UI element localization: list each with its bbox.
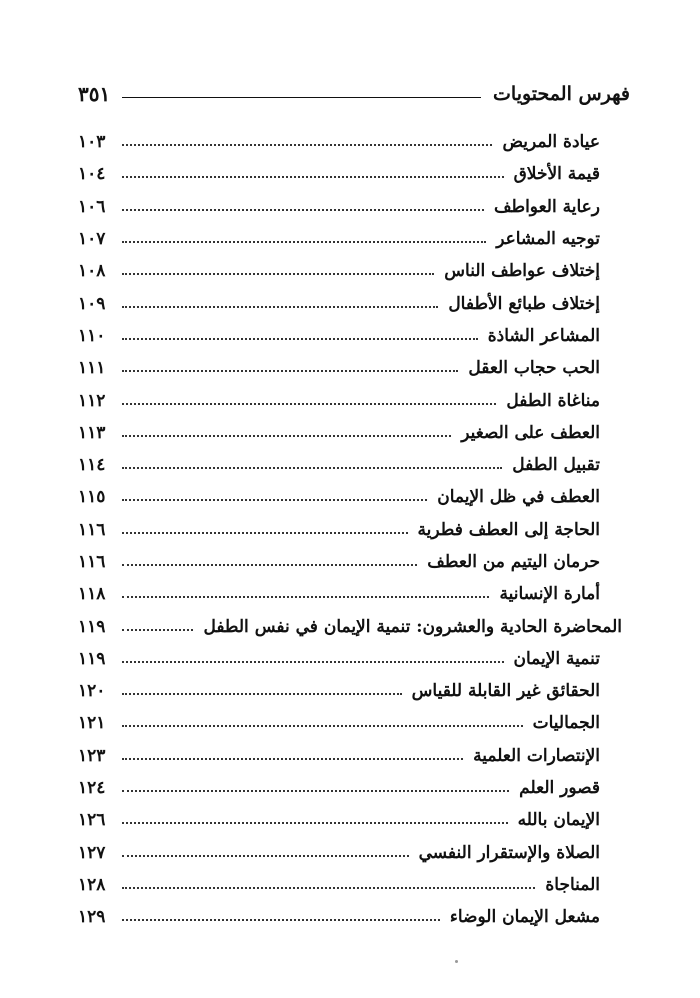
dot-leader xyxy=(122,596,489,598)
toc-entry-page: ١٠٤ xyxy=(78,164,106,185)
toc-entry-title: العطف على الصغير xyxy=(461,422,600,443)
toc-entry-title: الحاجة إلى العطف فطرية xyxy=(417,519,600,540)
toc-entry-title: الجماليات xyxy=(532,713,600,734)
toc-entry xyxy=(78,255,600,287)
toc-entry-title: المناجاة xyxy=(545,874,600,895)
toc-entry xyxy=(78,126,600,158)
dot-leader xyxy=(122,306,438,308)
toc-entry-title: إختلاف عواطف الناس xyxy=(444,261,600,282)
toc-entry xyxy=(78,320,600,352)
dot-leader xyxy=(122,564,417,566)
toc-entry-title: المحاضرة الحادية والعشرون: تنمية الإيمان في نفس الطفل xyxy=(203,616,622,637)
toc-entry-page: ١٢٨ xyxy=(78,874,106,895)
toc-entry xyxy=(78,223,600,255)
dot-leader xyxy=(122,887,535,889)
toc-entry xyxy=(78,191,600,223)
dot-leader xyxy=(122,532,408,534)
dot-leader xyxy=(122,790,509,792)
page-title: فهرس المحتويات xyxy=(493,83,630,105)
toc-entry-page: ١٢٩ xyxy=(78,907,106,928)
toc-entry-title: الحقائق غير القابلة للقياس xyxy=(411,681,600,702)
toc-entry-page: ١٢١ xyxy=(78,713,106,734)
dot-leader xyxy=(122,758,463,760)
toc-entry-page: ١١٢ xyxy=(78,390,106,411)
dot-leader xyxy=(122,467,502,469)
toc-entry-title: توجيه المشاعر xyxy=(496,229,600,250)
toc-entry xyxy=(78,449,600,481)
toc-entry-title: المشاعر الشاذة xyxy=(487,325,600,346)
toc-entry-page: ١٢٤ xyxy=(78,778,106,799)
dot-leader xyxy=(122,144,492,146)
toc-entry xyxy=(78,384,600,416)
table-of-contents xyxy=(78,126,622,933)
toc-entry-page: ١٠٧ xyxy=(78,229,106,250)
toc-entry xyxy=(78,772,600,804)
toc-entry-page: ١١٦ xyxy=(78,519,106,540)
toc-entry xyxy=(78,869,600,901)
scan-speck xyxy=(455,960,458,963)
toc-entry-title: تنمية الإيمان xyxy=(513,648,600,669)
toc-entry-title: قصور العلم xyxy=(519,778,600,799)
page-header xyxy=(78,74,630,114)
toc-entry-page: ١٠٦ xyxy=(78,196,106,217)
dot-leader xyxy=(122,209,484,211)
toc-entry-title: حرمان اليتيم من العطف xyxy=(427,552,600,572)
toc-entry-page: ١١٠ xyxy=(78,325,106,346)
dot-leader xyxy=(122,661,504,663)
dot-leader xyxy=(122,629,193,631)
toc-entry-page: ١٢٦ xyxy=(78,810,106,831)
toc-entry xyxy=(78,675,600,707)
dot-leader xyxy=(122,499,427,501)
toc-entry-title: الصلاة والإستقرار النفسي xyxy=(418,842,600,863)
toc-entry-page: ١١٦ xyxy=(78,552,106,572)
dot-leader xyxy=(122,435,451,437)
toc-entry-title: الإنتصارات العلمية xyxy=(473,745,600,766)
dot-leader xyxy=(122,919,440,921)
dot-leader xyxy=(122,725,523,727)
toc-entry-title: الحب حجاب العقل xyxy=(468,358,600,379)
toc-entry xyxy=(78,287,600,319)
dot-leader xyxy=(122,693,402,695)
dot-leader xyxy=(122,822,508,824)
toc-entry-page: ١١٤ xyxy=(78,455,106,476)
toc-entry-page: ١٢٣ xyxy=(78,745,106,766)
toc-entry-title: أمارة الإنسانية xyxy=(499,584,600,605)
toc-entry xyxy=(78,352,600,384)
toc-entry xyxy=(78,514,600,546)
toc-entry-page: ١٢٠ xyxy=(78,681,106,702)
dot-leader xyxy=(122,241,486,243)
toc-entry-title: عيادة المريض xyxy=(502,132,600,153)
toc-entry-title: مناغاة الطفل xyxy=(506,390,600,411)
toc-entry-title: قيمة الأخلاق xyxy=(513,164,600,185)
toc-entry-page: ١١١ xyxy=(78,358,106,379)
toc-entry-title: رعاية العواطف xyxy=(493,196,600,217)
toc-entry xyxy=(78,707,600,739)
toc-entry-page: ١٢٧ xyxy=(78,842,106,863)
dot-leader xyxy=(122,338,478,340)
toc-entry xyxy=(78,158,600,190)
dot-leader xyxy=(122,370,458,372)
toc-entry-page: ١٠٨ xyxy=(78,261,106,282)
toc-entry-page: ١١٥ xyxy=(78,487,106,508)
toc-entry xyxy=(78,643,600,675)
toc-entry xyxy=(78,417,600,449)
dot-leader xyxy=(122,403,496,405)
toc-entry xyxy=(78,740,600,772)
toc-entry xyxy=(78,837,600,869)
toc-entry-title: الإيمان بالله xyxy=(517,810,600,831)
toc-entry-page: ١١٩ xyxy=(78,616,106,637)
toc-entry xyxy=(78,901,600,933)
dot-leader xyxy=(122,273,434,275)
toc-entry xyxy=(78,546,600,578)
toc-entry-title: العطف في ظل الإيمان xyxy=(437,487,600,508)
toc-entry-page: ١٠٣ xyxy=(78,132,106,153)
dot-leader xyxy=(122,176,504,178)
toc-entry-page: ١٠٩ xyxy=(78,293,106,314)
toc-entry xyxy=(78,804,600,836)
toc-entry-title: مشعل الإيمان الوضاء xyxy=(449,907,600,928)
toc-entry xyxy=(78,578,600,610)
toc-entry-page: ١١٩ xyxy=(78,648,106,669)
toc-entry-page: ١١٣ xyxy=(78,422,106,443)
toc-entry-title: تقبيل الطفل xyxy=(512,455,600,476)
toc-entry-title: إختلاف طبائع الأطفال xyxy=(448,293,600,314)
header-rule xyxy=(122,97,481,98)
page-number: ٣٥١ xyxy=(78,82,111,106)
dot-leader xyxy=(122,855,409,857)
toc-entry-page: ١١٨ xyxy=(78,584,106,605)
toc-entry xyxy=(78,481,600,513)
toc-chapter-heading xyxy=(78,610,622,642)
